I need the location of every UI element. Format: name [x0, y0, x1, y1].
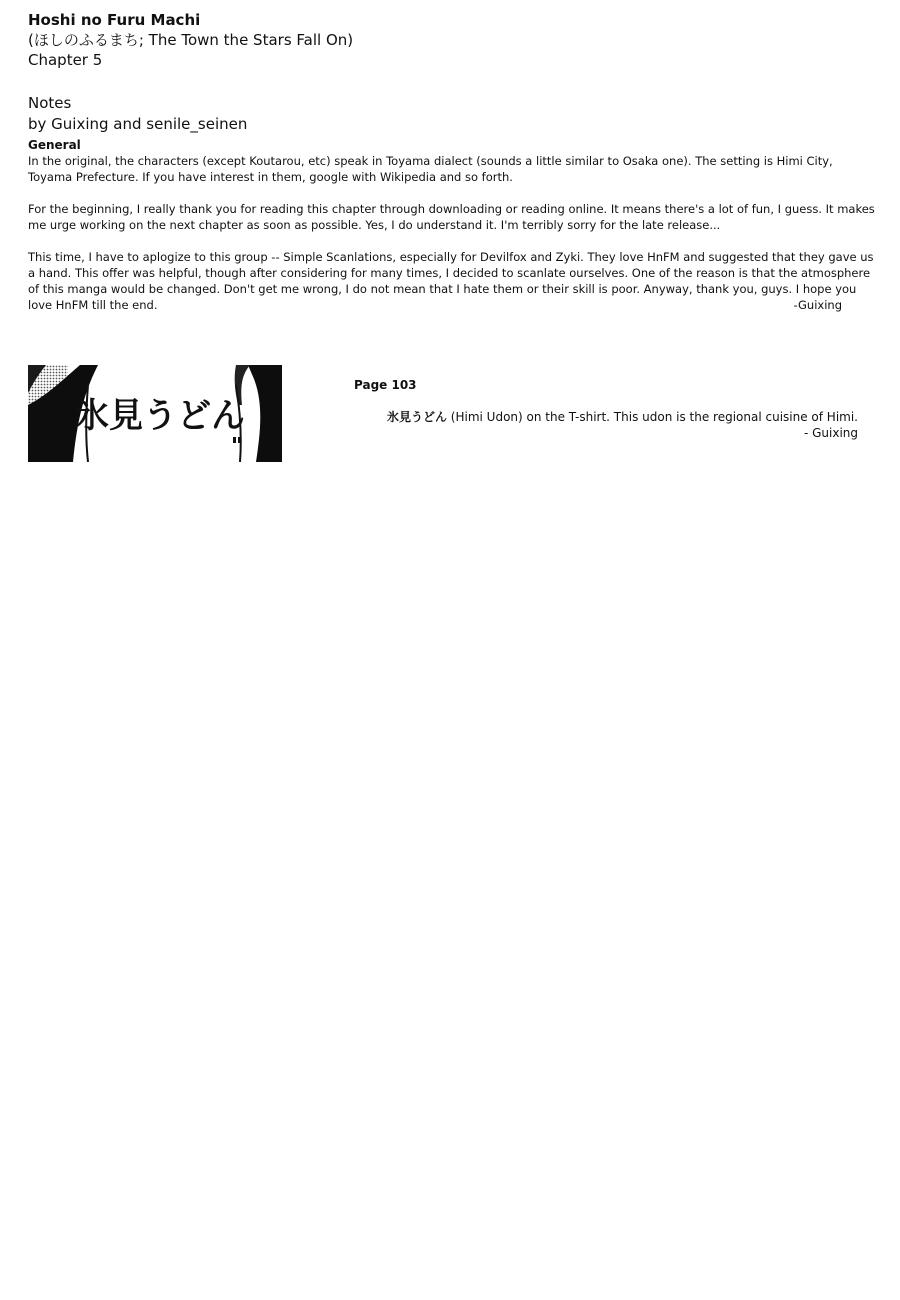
- notes-authors: by Guixing and senile_seinen: [28, 115, 248, 133]
- notes-paragraph: For the beginning, I really thank you for reading this chapter through downloading or reading online. It means there's a lot of fun, I guess. It makes me urge working on the next chapter as soon as possible. Yes, I do understand it. I'm terribly sorry for the late release...: [28, 202, 875, 232]
- notes-heading: Notes: [28, 94, 72, 112]
- notes-paragraph: [28, 249, 878, 313]
- general-label: General: [28, 138, 81, 152]
- page-note-signature: - Guixing: [803, 426, 858, 440]
- notes-paragraph-text: This time, I have to aplogize to this group -- Simple Scanlations, especially for Devilfox and Zyki. They love HnFM and suggested that they gave us a hand. This offer was helpful, though after considering for many times, I decided to scanlate ourselves. One of the reason is that the atmosphere of this manga would be changed. Don't get me wrong, I do not mean that I hate them or their skill is poor. Anyway, thank you, guys. I hope you love HnFM till the end.: [28, 250, 874, 312]
- manga-panel-image: [28, 365, 282, 462]
- notes-paragraph: In the original, the characters (except Koutarou, etc) speak in Toyama dialect (sounds a little similar to Osaka one). The setting is Himi City, Toyama Prefecture. If you have interest in them, google with Wikipedia and so forth.: [28, 154, 833, 184]
- document-header: [28, 10, 848, 70]
- page-note-text: [354, 409, 858, 425]
- manga-panel-drawing: [28, 365, 282, 462]
- chapter-number: Chapter 5: [28, 51, 103, 69]
- notes-section: [28, 93, 878, 329]
- page-note: [354, 377, 858, 441]
- page-number-label: Page 103: [354, 378, 417, 392]
- notes-signature: -Guixing: [793, 298, 842, 312]
- manga-title: Hoshi no Furu Machi: [28, 11, 201, 29]
- manga-subtitle: (ほしのふるまち; The Town the Stars Fall On): [28, 31, 354, 49]
- page-note-body: (Himi Udon) on the T-shirt. This udon is the regional cuisine of Himi.: [446, 410, 858, 424]
- panel-lettering: 氷見うどん: [75, 396, 245, 436]
- japanese-term: 氷見うどん: [386, 410, 447, 424]
